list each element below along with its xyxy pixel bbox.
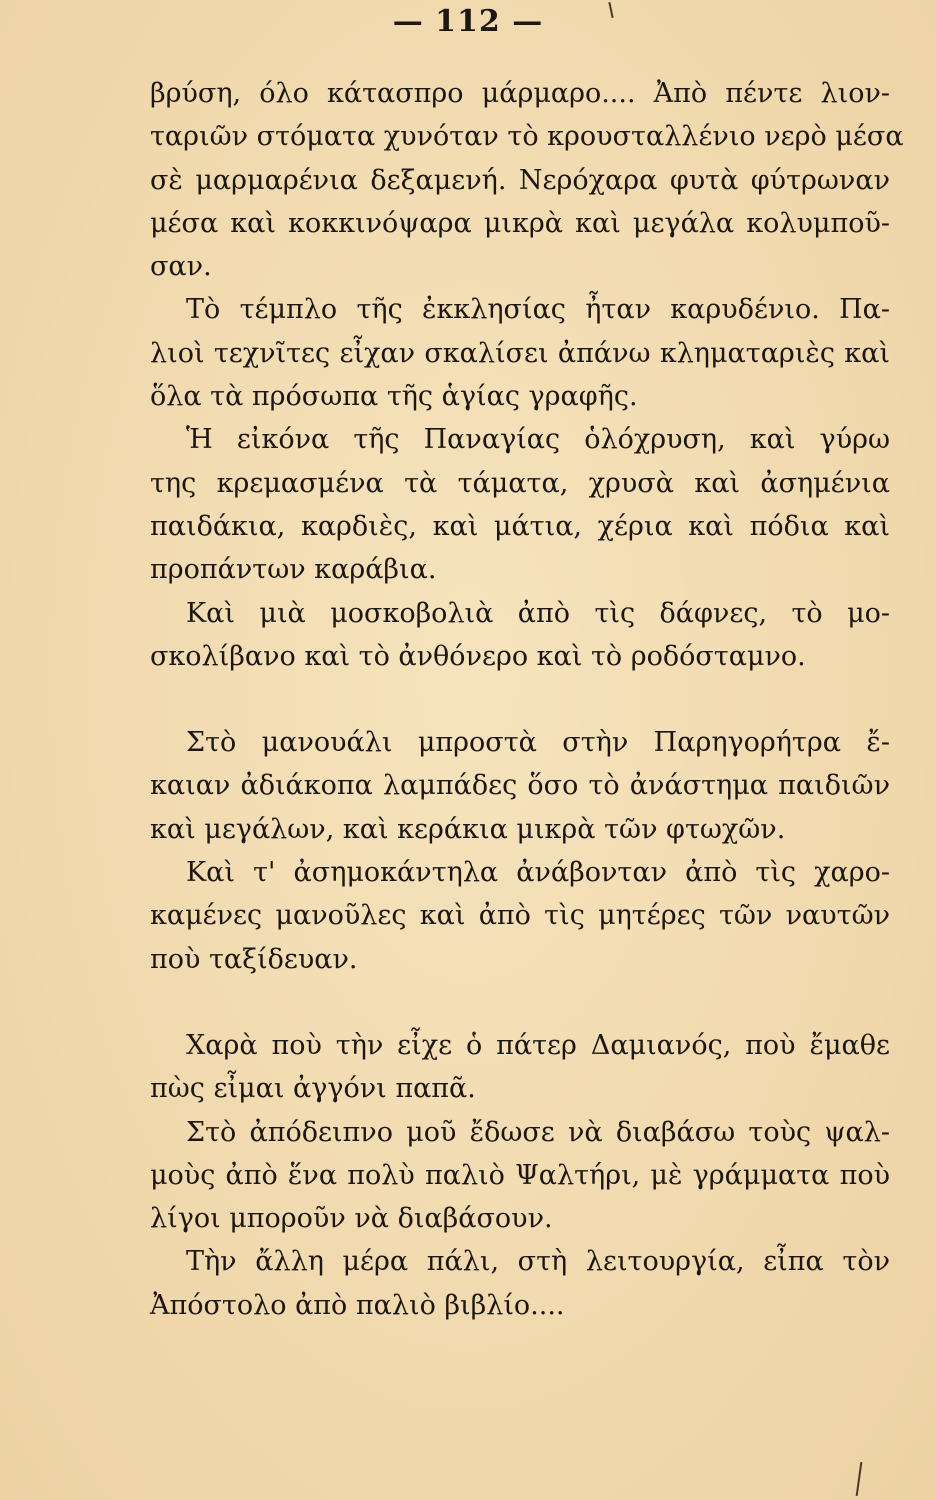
body-text [150,72,904,1327]
paragraph [150,72,904,288]
text-line: Στὸ μανουάλι μπροστὰ στὴν Παρηγορήτρα ἔ- [186,727,890,759]
text-line: ποὺ ταξίδευαν. [150,943,358,975]
text-line: ὅλα τὰ πρόσωπα τῆς ἁγίας γραφῆς. [150,381,638,413]
text-line: μοὺς ἀπὸ ἕνα πολὺ παλιὸ Ψαλτήρι, μὲ γράμματα ποὺ [150,1159,890,1191]
paragraph [150,288,890,418]
text-line: ταριῶν στόματα χυνόταν τὸ κρουσταλλένιο νερὸ μέσα [150,121,904,153]
paragraph [150,1024,890,1111]
text-line: λίγοι μποροῦν νὰ διαβάσουν. [150,1203,553,1235]
text-line: Τὸ τέμπλο τῆς ἐκκλησίας ἦταν καρυδένιο. Πα- [186,294,890,326]
text-line: παιδάκια, καρδιὲς, καὶ μάτια, χέρια καὶ πόδια καὶ [150,510,890,542]
section-gap [150,678,890,721]
text-line: καιαν ἀδιάκοπα λαμπάδες ὅσο τὸ ἀνάστημα παιδιῶν [150,770,890,802]
text-line: σὲ μαρμαρένια δεξαμενή. Νερόχαρα φυτὰ φύτρωναν [150,164,890,196]
text-line: Καὶ τ' ἀσημοκάντηλα ἀνάβονταν ἀπὸ τὶς χαρο- [186,857,890,889]
paragraph [150,851,890,981]
margin-mark [856,1462,863,1496]
paragraph [150,721,890,851]
text-line: καμένες μανοῦλες καὶ ἀπὸ τὶς μητέρες τῶν ναυτῶν [150,900,890,932]
text-line: Ἀπόστολο ἀπὸ παλιὸ βιβλίο.... [150,1289,565,1321]
text-line: Ἡ εἰκόνα τῆς Παναγίας ὁλόχρυση, καὶ γύρω [186,424,890,456]
text-line: Χαρὰ ποὺ τὴν εἶχε ὁ πάτερ Δαμιανός, ποὺ ἔμαθε [186,1029,890,1061]
text-line: σκολίβανο καὶ τὸ ἀνθόνερο καὶ τὸ ροδόσταμνο. [150,640,806,672]
text-line: Τὴν ἄλλη μέρα πάλι, στὴ λειτουργία, εἶπα τὸν [186,1246,890,1278]
text-line: βρύση, όλο κάτασπρο μάρμαρο.... Ἀπὸ πέντε λιον- [150,78,890,109]
text-line: προπάντων καράβια. [150,554,437,586]
page-number: — 112 — [392,4,544,39]
paragraph [150,592,890,679]
paragraph [150,1240,890,1327]
text-line: καὶ μεγάλων, καὶ κεράκια μικρὰ τῶν φτωχῶν. [150,813,786,845]
text-line: μέσα καὶ κοκκινόψαρα μικρὰ καὶ μεγάλα κολυμποῦ- [150,207,890,239]
paragraph [150,418,890,591]
paragraph [150,1111,890,1241]
text-line: λιοὶ τεχνῖτες εἶχαν σκαλίσει ἀπάνω κληματαριὲς καὶ [150,337,890,369]
section-gap [150,981,890,1024]
text-line: Καὶ μιὰ μοσκοβολιὰ ἀπὸ τὶς δάφνες, τὸ μο- [186,597,890,629]
text-line: Στὸ ἀπόδειπνο μοῦ ἔδωσε νὰ διαβάσω τοὺς ψαλ- [186,1116,890,1148]
text-line: της κρεμασμένα τὰ τάματα, χρυσὰ καὶ ἀσημένια [150,467,890,499]
text-line: πὼς εἶμαι ἀγγόνι παπᾶ. [150,1073,476,1105]
text-line: σαν. [150,251,212,283]
